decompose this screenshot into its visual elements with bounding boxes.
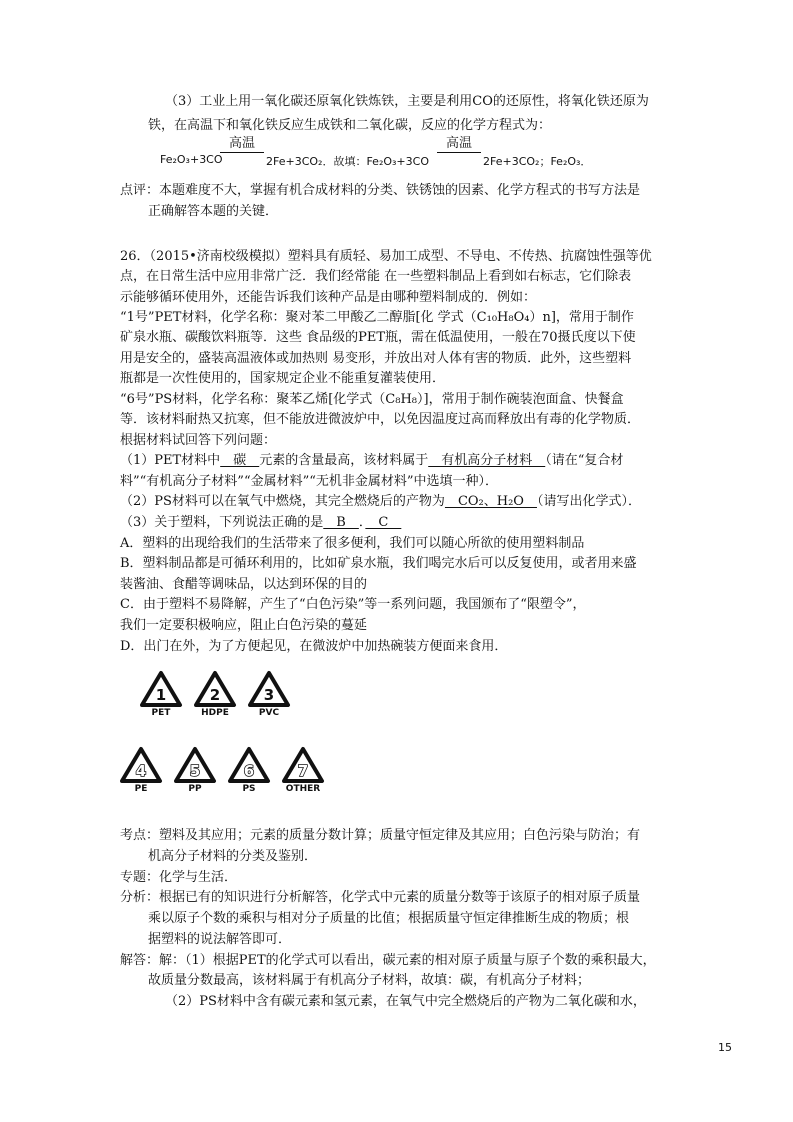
symbol-code: PET xyxy=(151,708,171,718)
question-line: 瓶都是一次性使用的，国家规定企业不能重复灌装使用． xyxy=(120,371,446,386)
recycle-symbol-pe xyxy=(116,746,166,795)
reaction-arrow xyxy=(220,137,264,153)
page-number: 15 xyxy=(718,1041,732,1054)
fenxi-line: 分析：根据已有的知识进行分析解答，化学式中元素的质量分数等于该原子的相对原子质量 xyxy=(120,890,641,905)
symbol-number: 1 xyxy=(155,686,167,704)
symbol-number: 7 xyxy=(297,762,309,780)
recycle-triangle-icon xyxy=(119,746,163,784)
comment-line: 点评：本题难度不大，掌握有机合成材料的分类、铁锈蚀的因素、化学方程式的书写方法是 xyxy=(120,183,641,198)
symbol-code: PS xyxy=(242,784,256,794)
answer-blank: B xyxy=(323,515,359,530)
recycle-symbol-other xyxy=(278,746,328,795)
reaction-condition: 高温 xyxy=(228,136,255,151)
question-line: 点，在日常生活中应用非常广泛．我们经常能 在一些塑料制品上看到如右标志，它们除表 xyxy=(120,269,632,284)
answer-blank: 有机高分子材料 xyxy=(428,453,546,468)
symbol-number: 5 xyxy=(189,762,201,780)
text-line: 铁，在高温下和氧化铁反应生成铁和二氧化碳，反应的化学方程式为： xyxy=(148,118,552,133)
answer-blank: CO₂、H₂O xyxy=(444,494,537,509)
answer-text: （请写出化学式）． xyxy=(536,494,641,509)
fenxi-line: 乘以原子个数的乘积与相对分子质量的比值；根据质量守恒定律推断生成的物质；根 xyxy=(148,911,630,926)
answer-2 xyxy=(120,493,641,511)
symbol-code: PVC xyxy=(258,708,280,718)
recycle-symbol-hdpe xyxy=(190,670,240,719)
answer-text: ． xyxy=(358,515,366,530)
recycle-triangle-icon xyxy=(247,670,291,708)
recycle-symbol-ps xyxy=(224,746,274,795)
answer-text: 元素的含量最高，该材料属于 xyxy=(259,453,429,468)
answer-3 xyxy=(120,514,401,532)
reaction-arrow xyxy=(437,137,481,153)
equation-answer: 2Fe+3CO₂；Fe₂O₃． xyxy=(483,155,592,168)
text-line: （3）工业上用一氧化碳还原氧化铁炼铁，主要是利用CO的还原性，将氧化铁还原为 xyxy=(165,94,649,109)
symbol-number: 2 xyxy=(209,686,221,704)
recycle-triangle-icon xyxy=(173,746,217,784)
recycle-triangle-icon xyxy=(193,670,237,708)
kaodian-line: 考点：塑料及其应用；元素的质量分数计算；质量守恒定律及其应用；白色污染与防治；有 xyxy=(120,828,641,843)
symbol-number: 6 xyxy=(243,762,255,780)
question-line: “6号”PS材料，化学名称：聚苯乙烯[化学式（C₈H₈）]，常用于制作碗装泡面盒、快餐盒 xyxy=(120,392,624,407)
arrow-line xyxy=(437,152,481,153)
symbol-number: 4 xyxy=(135,762,147,780)
recycle-symbol-pp xyxy=(170,746,220,795)
answer-1-cont: 料”“有机高分子材料”“金属材料”“无机非金属材料”中选填一种）． xyxy=(120,474,499,489)
symbol-code: HDPE xyxy=(201,708,229,718)
equation-right: 2Fe+3CO₂．故填：Fe₂O₃+3CO xyxy=(266,155,429,168)
answer-text: （2）PS材料可以在氧气中燃烧，其完全燃烧后的产物为 xyxy=(120,494,445,509)
symbol-code: PP xyxy=(188,784,202,794)
recycle-triangle-icon xyxy=(281,746,325,784)
answer-text: （3）关于塑料，下列说法正确的是 xyxy=(120,515,324,530)
recycle-triangle-icon xyxy=(227,746,271,784)
recycle-symbol-pvc xyxy=(244,670,294,719)
question-line: “1号”PET材料，化学名称：聚对苯二甲酸乙二醇脂[化 学式（C₁₀H₈O₄）n]，常用于制作 xyxy=(120,310,634,325)
question-line: 26．（2015•济南校级模拟）塑料具有质轻、易加工成型、不导电、不传热、抗腐蚀性强等优 xyxy=(120,249,652,264)
option-c: C．由于塑料不易降解，产生了“白色污染”等一系列问题，我国颁布了“限塑令”， xyxy=(120,597,586,612)
jieda-line: （2）PS材料中含有碳元素和氢元素，在氧气中完全燃烧后的产物为二氧化碳和水， xyxy=(165,994,646,1009)
equation-left: Fe₂O₃+3CO xyxy=(160,153,223,166)
question-line: 矿泉水瓶、碳酸饮料瓶等．这些 食品级的PET瓶，需在低温使用，一般在70摄氏度以下使 xyxy=(120,330,636,345)
arrow-line xyxy=(220,152,264,153)
answer-1 xyxy=(120,452,623,470)
jieda-line: 解答：解：（1）根据PET的化学式可以看出，碳元素的相对原子质量与原子个数的乘积最大， xyxy=(120,953,656,968)
answer-text: （1）PET材料中 xyxy=(120,453,221,468)
jieda-line: 故质量分数最高，该材料属于有机高分子材料，故填：碳，有机高分子材料； xyxy=(148,973,591,988)
option-c-cont: 我们一定要积极响应，阻止白色污染的蔓延 xyxy=(120,618,368,633)
comment-line: 正确解答本题的关键． xyxy=(148,204,279,219)
reaction-condition: 高温 xyxy=(445,136,472,151)
question-line: 示能够循环使用外，还能告诉我们该种产品是由哪种塑料制成的．例如： xyxy=(120,290,537,305)
question-line: 用是安全的，盛装高温液体或加热则 易变形，并放出对人体有害的物质．此外，这些塑料 xyxy=(120,351,632,366)
question-line: 根据材料试回答下列问题： xyxy=(120,433,277,448)
kaodian-line: 机高分子材料的分类及鉴别． xyxy=(148,849,318,864)
option-a: A．塑料的出现给我们的生活带来了很多便利，我们可以随心所欲的使用塑料制品 xyxy=(120,536,585,551)
option-b-cont: 装酱油、食醋等调味品，以达到环保的目的 xyxy=(120,577,368,592)
option-d: D．出门在外，为了方便起见，在微波炉中加热碗装方便面来食用． xyxy=(120,639,508,654)
question-line: 等．该材料耐热又抗寒，但不能放进微波炉中，以免因温度过高而释放出有毒的化学物质． xyxy=(120,412,641,427)
recycle-triangle-icon xyxy=(139,670,183,708)
option-b: B．塑料制品都是可循环利用的，比如矿泉水瓶，我们喝完水后可以反复使用，或者用来盛 xyxy=(120,556,637,571)
symbol-code: OTHER xyxy=(285,784,321,794)
answer-text: （请在“复合材 xyxy=(545,453,624,468)
symbol-code: PE xyxy=(134,784,148,794)
symbol-number: 3 xyxy=(263,686,275,704)
recycle-symbol-pet xyxy=(136,670,186,719)
fenxi-line: 据塑料的说法解答即可． xyxy=(148,932,292,947)
answer-blank: C xyxy=(365,515,402,530)
answer-blank: 碳 xyxy=(220,453,260,468)
zhuanti-line: 专题：化学与生活． xyxy=(120,870,238,885)
